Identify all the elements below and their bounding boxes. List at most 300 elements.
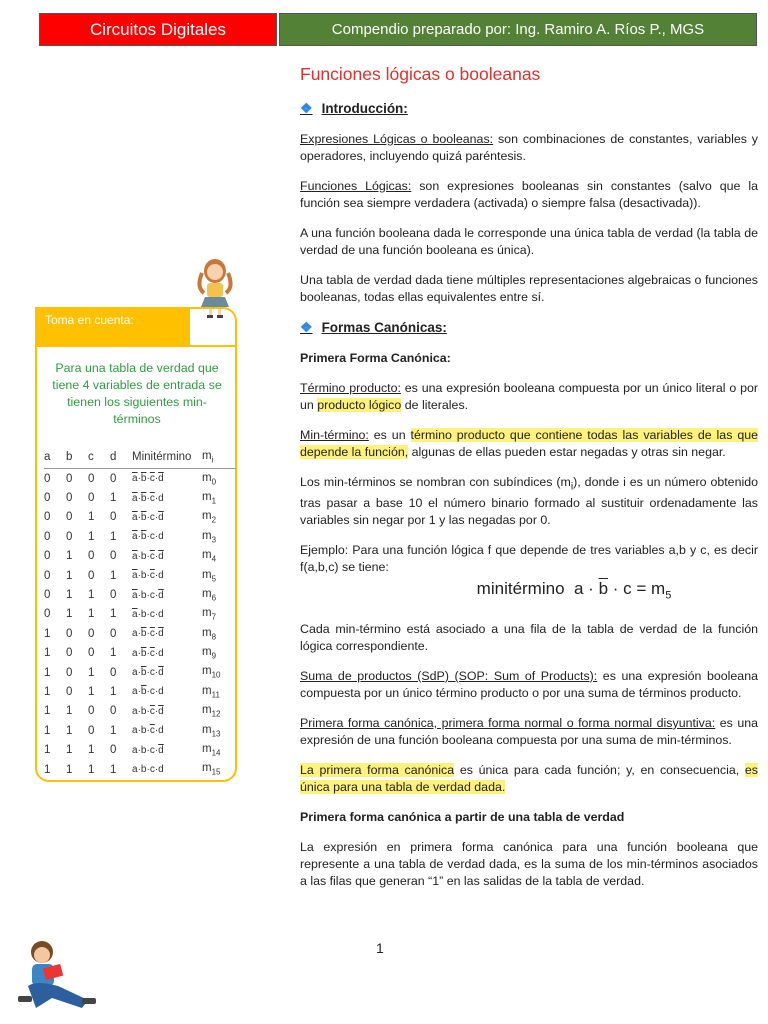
minterm-sub: 9	[211, 651, 217, 661]
minterm-sub: 4	[211, 554, 217, 564]
bit-cell: 0	[88, 492, 95, 505]
minterm-expression	[132, 644, 202, 663]
bit-cell: 0	[44, 472, 51, 485]
minterm-m: m	[202, 568, 212, 581]
bit-cell: 1	[44, 744, 51, 757]
bit-cell: 1	[110, 724, 117, 737]
minterm-literal: $\overline{c}$	[149, 473, 155, 485]
bit-cell: 0	[66, 530, 73, 543]
minterm-table-body	[44, 469, 236, 780]
paragraph-termino-producto	[300, 380, 758, 414]
minterm-dot: ·	[146, 608, 150, 620]
minterm-literal: $\overline{c}$	[149, 725, 155, 737]
minterm-literal: b	[140, 725, 147, 737]
minterm-sub: 1	[211, 496, 217, 506]
minterm-literal: $\overline{d}$	[158, 550, 164, 562]
minterm-literal: d	[158, 608, 164, 620]
minterm-expression	[132, 624, 202, 643]
bit-cell: 0	[66, 492, 73, 505]
text: es una expresión booleana compuesta por un único término producto o por una suma de términos producto.	[300, 668, 758, 700]
minterm-dot: ·	[154, 686, 159, 698]
minterm-index	[202, 566, 236, 585]
minterm-m: m	[202, 704, 212, 717]
minterm-m: m	[202, 549, 212, 562]
text: es única para cada función; y, en consecuencia,	[454, 762, 745, 777]
col-mi-label: m	[202, 449, 212, 462]
minterm-sub: 5	[211, 573, 217, 583]
bit-cell: 0	[44, 530, 51, 543]
minterm-dot: ·	[137, 570, 141, 582]
bit-cell: 0	[66, 472, 73, 485]
minterm-dot: ·	[154, 628, 159, 640]
text: ), donde i es un número obtenido tras pasar a base 10 el número binario formado al sustituir ordenadamente las variables sin negar por 1 y las negadas por 0.	[300, 475, 759, 528]
minterm-m: m	[202, 587, 212, 600]
minterm-dot: ·	[137, 667, 141, 679]
minterm-sub: 12	[211, 709, 221, 719]
minterm-dot: ·	[137, 686, 141, 698]
minterm-index	[202, 547, 236, 566]
minterm-dot: ·	[137, 744, 141, 756]
minterm-literal: $\overline{b}$	[140, 473, 147, 485]
minterm-literal: a	[132, 705, 138, 717]
minterm-dot: ·	[146, 647, 150, 659]
bit-cell: 1	[88, 608, 95, 621]
minterm-expression	[132, 488, 202, 507]
minterm-dot: ·	[146, 511, 150, 523]
bit-cell: 0	[88, 647, 95, 660]
section-introduccion	[300, 100, 758, 117]
paragraph-ejemplo: Ejemplo: Para una función lógica f que depende de tres variables a,b y c, es decir f(a,b,c) se tiene:	[300, 543, 758, 575]
minterm-index	[202, 682, 236, 701]
section-formas-canonicas-label: Formas Canónicas:	[321, 320, 447, 335]
paragraph-funciones	[300, 178, 758, 212]
minterm-m: m	[202, 762, 212, 775]
bit-cell: 0	[110, 627, 117, 640]
minterm-literal: b	[140, 589, 147, 601]
minterm-sub: 13	[211, 728, 221, 738]
minterm-literal: a	[132, 744, 138, 756]
minterm-dot: ·	[137, 492, 141, 504]
minterm-literal: $\overline{a}$	[132, 608, 138, 620]
minterm-expression	[132, 760, 202, 779]
minterm-literal: $\overline{d}$	[158, 667, 164, 679]
minterm-dot: ·	[146, 764, 150, 776]
bit-cell: 0	[110, 744, 117, 757]
formula-sub: 5	[665, 589, 672, 602]
paragraph-expresion-canonica: La expresión en primera forma canónica para una función booleana que represente a una tabla de verdad dada, es la suma de los min-términos asociados a las filas que generan “1” en las salidas de la tabla de verdad.	[300, 839, 758, 888]
paragraph-expresiones	[300, 131, 758, 165]
minterm-dot: ·	[146, 473, 150, 485]
term: Primera forma canónica, primera forma normal o forma normal disyuntiva:	[300, 715, 716, 730]
minterm-expression	[132, 663, 202, 682]
bit-cell: 0	[88, 627, 95, 640]
minterm-expression	[132, 702, 202, 721]
minterm-literal: d	[158, 725, 164, 737]
minterm-dot: ·	[154, 725, 159, 737]
bit-cell: 1	[88, 511, 95, 524]
minterm-row	[44, 702, 236, 721]
bit-cell: 1	[110, 608, 117, 621]
minterm-sub: 10	[211, 670, 221, 680]
minterm-literal: b	[140, 550, 147, 562]
minterm-literal: c	[149, 511, 155, 523]
bit-cell: 0	[44, 608, 51, 621]
minterm-row	[44, 721, 236, 740]
minterm-literal: $\overline{a}$	[132, 550, 138, 562]
formula-c: c	[623, 579, 632, 599]
minterm-literal: $\overline{b}$	[140, 492, 147, 504]
bit-cell: 0	[88, 550, 95, 563]
minterm-literal: $\overline{b}$	[140, 628, 147, 640]
minterm-dot: ·	[154, 589, 159, 601]
minterm-dot: ·	[154, 667, 159, 679]
highlight: término producto que contiene todas las variables de las que depende la función,	[300, 428, 758, 459]
minterm-index	[202, 740, 236, 759]
text: son expresiones booleanas sin constantes (salvo que la función sea siempre verdadera (activada) o siempre falsa (desactivada)).	[300, 179, 758, 210]
minterm-m: m	[202, 743, 212, 756]
bit-cell: 0	[66, 511, 73, 524]
minterm-dot: ·	[146, 667, 150, 679]
minterm-literal: $\overline{a}$	[132, 511, 138, 523]
text: Los min-términos se nombran con subíndices (m	[300, 475, 571, 489]
highlight: es única para una tabla de verdad dada.	[300, 762, 758, 794]
bit-cell: 0	[110, 472, 117, 485]
boy-reading-illustration-icon	[14, 938, 104, 1016]
minterm-sub: 15	[211, 767, 221, 777]
minterm-literal: a	[132, 647, 138, 659]
minterm-m: m	[202, 490, 212, 503]
minterm-sub: 3	[211, 535, 217, 545]
minterm-index	[202, 702, 236, 721]
minterm-row	[44, 488, 236, 507]
minterm-dot: ·	[154, 608, 159, 620]
paragraph-tabla-unica: A una función booleana dada le corresponde una única tabla de verdad (la tabla de verdad de una función booleana es única).	[300, 226, 758, 257]
minterm-literal: c	[149, 531, 155, 543]
minterm-index	[202, 760, 236, 779]
minterm-dot: ·	[146, 686, 150, 698]
minterm-dot: ·	[154, 570, 159, 582]
minterm-index	[202, 469, 236, 489]
minterm-expression	[132, 527, 202, 546]
minterm-literal: d	[158, 570, 164, 582]
minterm-row	[44, 760, 236, 779]
bit-cell: 0	[66, 685, 73, 698]
page-title: Funciones lógicas o booleanas	[300, 64, 541, 84]
minterm-sub: 11	[211, 690, 220, 700]
text: algunas de ellas pueden estar negadas y otras sin negar.	[408, 445, 726, 459]
main-content	[300, 62, 758, 903]
minterm-row	[44, 508, 236, 527]
bit-cell: 1	[44, 685, 51, 698]
bit-cell: 1	[110, 685, 117, 698]
paragraph-representaciones: Una tabla de verdad dada tiene múltiples representaciones algebraicas o funciones booleanas, todas ellas equivalentes entre sí.	[300, 273, 758, 304]
minterm-dot: ·	[146, 705, 150, 717]
bit-cell: 1	[88, 589, 95, 602]
term: Min-término:	[300, 428, 369, 442]
minterm-literal: c	[149, 686, 155, 698]
minterm-dot: ·	[154, 531, 159, 543]
bit-cell: 1	[88, 763, 95, 776]
minterm-dot: ·	[137, 531, 141, 543]
col-b: b	[66, 446, 88, 469]
minterm-literal: c	[149, 667, 155, 679]
minterm-literal: $\overline{c}$	[149, 647, 155, 659]
paragraph-unica	[300, 762, 758, 796]
formula-m: m	[651, 579, 666, 599]
formula-word: minitérmino	[476, 579, 565, 599]
minterm-dot: ·	[154, 550, 159, 562]
minterm-row	[44, 682, 236, 701]
minterm-dot: ·	[137, 705, 141, 717]
bit-cell: 1	[88, 744, 95, 757]
minterm-table	[44, 446, 236, 779]
minterm-row	[44, 585, 236, 604]
bit-cell: 0	[44, 589, 51, 602]
bit-cell: 0	[110, 666, 117, 679]
bit-cell: 1	[44, 705, 51, 718]
col-a: a	[44, 446, 66, 469]
minterm-index	[202, 605, 236, 624]
bit-cell: 1	[110, 569, 117, 582]
minterm-sub: 2	[211, 515, 217, 525]
minterm-dot: ·	[137, 725, 141, 737]
bit-cell: 1	[44, 724, 51, 737]
minterm-index	[202, 585, 236, 604]
minterm-literal: $\overline{d}$	[158, 705, 164, 717]
minterm-dot: ·	[146, 550, 150, 562]
minterm-expression	[132, 469, 202, 489]
term: Término producto:	[300, 381, 401, 395]
bit-cell: 0	[88, 569, 95, 582]
minterm-literal: $\overline{d}$	[158, 473, 164, 485]
paragraph-forma-normal	[300, 715, 758, 749]
bit-cell: 1	[66, 589, 73, 602]
bit-cell: 0	[88, 472, 95, 485]
minterm-expression	[132, 605, 202, 624]
bit-cell: 0	[44, 569, 51, 582]
minterm-row	[44, 605, 236, 624]
minterm-literal: $\overline{c}$	[149, 705, 155, 717]
minterm-literal: a	[132, 628, 138, 640]
minterm-row	[44, 566, 236, 585]
minterm-expression	[132, 547, 202, 566]
bit-cell: 1	[44, 666, 51, 679]
bit-cell: 1	[110, 530, 117, 543]
minterm-dot: ·	[154, 744, 159, 756]
minterm-literal: a	[132, 667, 138, 679]
minterm-sub: 14	[211, 748, 221, 758]
text: de literales.	[401, 398, 469, 412]
bit-cell: 0	[110, 705, 117, 718]
minterm-expression	[132, 740, 202, 759]
minterm-dot: ·	[137, 511, 141, 523]
minterm-dot: ·	[137, 589, 141, 601]
bit-cell: 1	[66, 608, 73, 621]
col-mi	[202, 446, 236, 469]
text: son combinaciones de constantes, variables y operadores, incluyendo quizá paréntesis.	[300, 132, 758, 163]
minterm-row	[44, 527, 236, 546]
minterm-row	[44, 547, 236, 566]
minterm-dot: ·	[146, 744, 150, 756]
minterm-dot: ·	[137, 764, 141, 776]
minterm-literal: $\overline{b}$	[140, 511, 147, 523]
minterm-literal: c	[149, 744, 155, 756]
minterm-literal: $\overline{a}$	[132, 589, 138, 601]
minterm-sub: 8	[211, 631, 217, 641]
header-course-title: Circuitos Digitales	[39, 13, 277, 46]
formula-b-negated: $\overline{b}$	[598, 579, 609, 599]
bit-cell: 1	[110, 763, 117, 776]
minterm-dot: ·	[154, 473, 159, 485]
minterm-literal: $\overline{a}$	[132, 473, 138, 485]
section-introduccion-label: Introducción:	[321, 101, 408, 116]
bit-cell: 0	[88, 724, 95, 737]
minterm-literal: $\overline{c}$	[149, 570, 155, 582]
minterm-dot: ·	[137, 647, 141, 659]
minterm-literal: a	[132, 686, 138, 698]
minterm-dot: ·	[154, 492, 159, 504]
formula-a: a	[573, 579, 584, 599]
minterm-literal: b	[140, 705, 147, 717]
minterm-literal: c	[149, 608, 155, 620]
tip-tab: Toma en cuenta:	[35, 307, 190, 345]
text: es una expresión booleana compuesta por un único literal o por un	[300, 381, 758, 412]
minterm-literal: $\overline{b}$	[140, 686, 147, 698]
minterm-m: m	[202, 529, 212, 542]
minterm-sub: 0	[211, 476, 217, 486]
minterm-row	[44, 663, 236, 682]
minterm-literal: c	[149, 589, 155, 601]
bit-cell: 0	[44, 550, 51, 563]
col-mi-sub: i	[211, 455, 214, 465]
col-minitermino: Minitérmino	[132, 446, 202, 469]
term: Expresiones Lógicas o booleanas:	[300, 132, 494, 146]
minterm-m: m	[202, 723, 212, 736]
bit-cell: 1	[110, 492, 117, 505]
bit-cell: 0	[66, 647, 73, 660]
minterm-literal: $\overline{c}$	[149, 628, 155, 640]
minterm-dot: ·	[154, 647, 159, 659]
bit-cell: 1	[66, 763, 73, 776]
diamond-bullet-icon: ❖	[300, 100, 313, 116]
minterm-index	[202, 508, 236, 527]
minterm-dot: ·	[146, 492, 150, 504]
minterm-row	[44, 740, 236, 759]
minterm-literal: c	[149, 764, 155, 776]
bit-cell: 0	[88, 705, 95, 718]
minterm-expression	[132, 566, 202, 585]
bit-cell: 1	[88, 685, 95, 698]
page-number: 1	[376, 940, 384, 956]
minterm-dot: ·	[154, 511, 159, 523]
tip-box-corner	[190, 307, 237, 345]
subscript: i	[570, 481, 574, 493]
minterm-literal: b	[140, 764, 147, 776]
minterm-literal: d	[158, 686, 164, 698]
minterm-literal: d	[158, 764, 164, 776]
minterm-literal: $\overline{c}$	[149, 492, 155, 504]
minterm-dot: ·	[146, 570, 150, 582]
minterm-m: m	[202, 646, 212, 659]
text: es un	[368, 428, 411, 442]
paragraph-subindices	[300, 474, 758, 529]
minterm-dot: ·	[137, 550, 141, 562]
bit-cell: 0	[44, 492, 51, 505]
minterm-table-header	[44, 446, 236, 469]
bit-cell: 1	[110, 647, 117, 660]
minterm-literal: a	[132, 725, 138, 737]
subheading-primera-forma: Primera Forma Canónica:	[300, 351, 451, 365]
minterm-literal: b	[140, 570, 147, 582]
minterm-m: m	[202, 665, 212, 678]
bit-cell: 1	[66, 705, 73, 718]
minterm-literal: $\overline{b}$	[140, 667, 147, 679]
minterm-literal: b	[140, 744, 147, 756]
minterm-index	[202, 527, 236, 546]
minterm-dot: ·	[146, 589, 150, 601]
section-formas-canonicas	[300, 319, 758, 336]
bit-cell: 0	[66, 666, 73, 679]
minterm-literal: d	[158, 531, 164, 543]
bit-cell: 0	[110, 511, 117, 524]
minterm-m: m	[202, 607, 212, 620]
bit-cell: 1	[66, 569, 73, 582]
bit-cell: 1	[44, 627, 51, 640]
minterm-literal: $\overline{d}$	[158, 744, 164, 756]
minterm-dot: ·	[137, 608, 141, 620]
minterm-m: m	[202, 471, 212, 484]
minterm-literal: d	[158, 492, 164, 504]
highlight: La primera forma canónica	[300, 762, 455, 777]
diamond-bullet-icon: ❖	[300, 319, 313, 335]
minterm-sub: 6	[211, 593, 217, 603]
minterm-literal: b	[140, 608, 147, 620]
tip-text: Para una tabla de verdad que tiene 4 variables de entrada se tienen los siguientes min-términos	[52, 361, 222, 426]
minterm-dot: ·	[146, 531, 150, 543]
minterm-m: m	[202, 510, 212, 523]
text: es una expresión de una función booleana compuesta por una suma de min-términos.	[300, 715, 758, 747]
col-c: c	[88, 446, 110, 469]
minterm-dot: ·	[137, 473, 141, 485]
minterm-expression	[132, 508, 202, 527]
minterm-literal: $\overline{d}$	[158, 511, 164, 523]
minterm-dot: ·	[154, 705, 159, 717]
paragraph-min-termino	[300, 427, 758, 461]
formula-minitermino: minitérmino $a \cdot \overline{b} \cdot c = m_5$	[476, 579, 672, 602]
minterm-index	[202, 721, 236, 740]
bit-cell: 0	[110, 550, 117, 563]
term: Suma de productos (SdP) (SOP: Sum of Products):	[300, 668, 598, 683]
minterm-dot: ·	[154, 764, 159, 776]
term: Funciones Lógicas:	[300, 179, 412, 193]
minterm-m: m	[202, 626, 212, 639]
minterm-literal: $\overline{a}$	[132, 531, 138, 543]
minterm-sub: 7	[211, 612, 217, 622]
bit-cell: 0	[44, 511, 51, 524]
minterm-expression	[132, 682, 202, 701]
subheading-desde-tabla: Primera forma canónica a partir de una tabla de verdad	[300, 809, 625, 824]
bit-cell: 0	[66, 627, 73, 640]
minterm-index	[202, 663, 236, 682]
minterm-index	[202, 644, 236, 663]
minterm-m: m	[202, 684, 212, 697]
minterm-literal: $\overline{a}$	[132, 570, 138, 582]
bit-cell: 1	[44, 763, 51, 776]
minterm-literal: a	[132, 764, 138, 776]
header-author: Compendio preparado por: Ing. Ramiro A. Ríos P., MGS	[279, 13, 757, 46]
paragraph-asociado-fila: Cada min-término está asociado a una fila de la tabla de verdad de la función lógica correspondiente.	[300, 621, 758, 653]
minterm-dot: ·	[137, 628, 141, 640]
